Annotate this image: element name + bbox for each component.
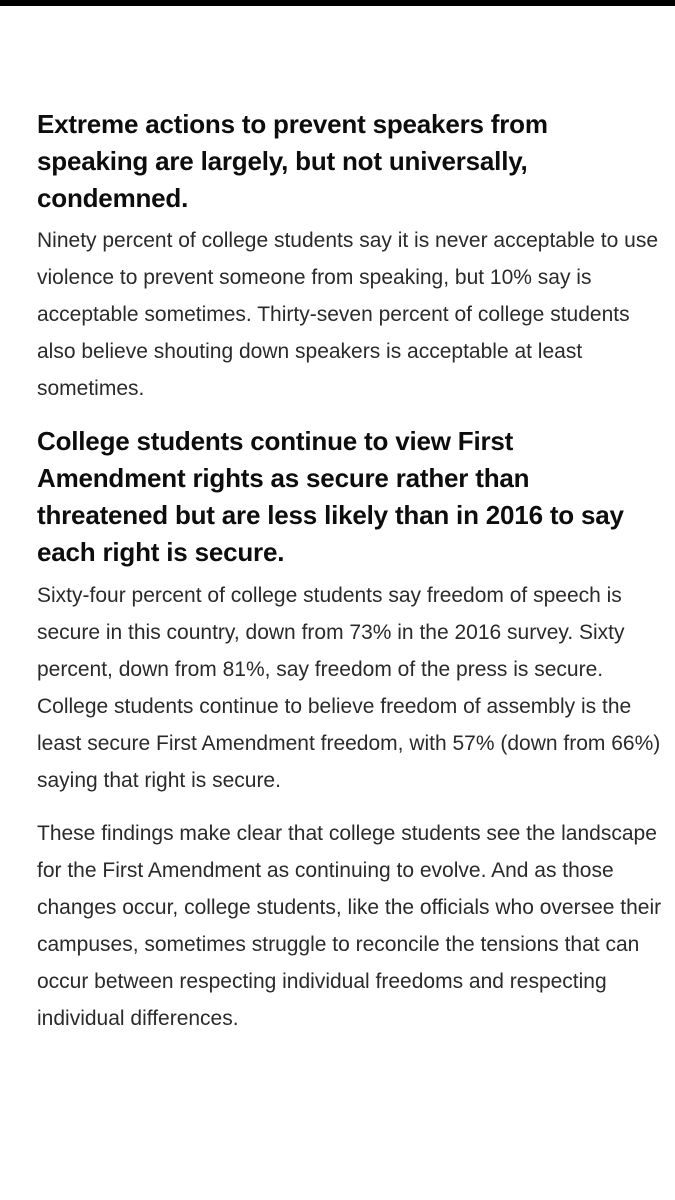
section-heading-first-amendment: College students continue to view First Amendment rights as secure rather than threatened but are less likely than in 2016 to say each right is secure. (37, 426, 624, 567)
top-bar (0, 0, 675, 6)
paragraph-findings: These findings make clear that college students see the landscape for the First Amendment as continuing to evolve. And as those changes occur, college students, like the officials who oversee their campuses, sometimes struggle to reconcile the tensions that can occur between respecting individual freedoms and respecting individual differences. (37, 822, 662, 1030)
article-content (37, 106, 662, 1037)
paragraph-violence-shouting: Ninety percent of college students say it is never acceptable to use violence to prevent someone from speaking, but 10% say is acceptable sometimes. Thirty-seven percent of college students also believe shouting down speakers is acceptable at least sometimes. (37, 229, 659, 400)
section-heading-speakers: Extreme actions to prevent speakers from speaking are largely, but not universally, condemned. (37, 109, 548, 213)
paragraph-freedoms-secure: Sixty-four percent of college students say freedom of speech is secure in this country, down from 73% in the 2016 survey. Sixty percent, down from 81%, say freedom of the press is secure. College students continue to believe freedom of assembly is the least secure First Amendment freedom, with 57% (down from 66%) saying that right is secure. (37, 584, 661, 792)
